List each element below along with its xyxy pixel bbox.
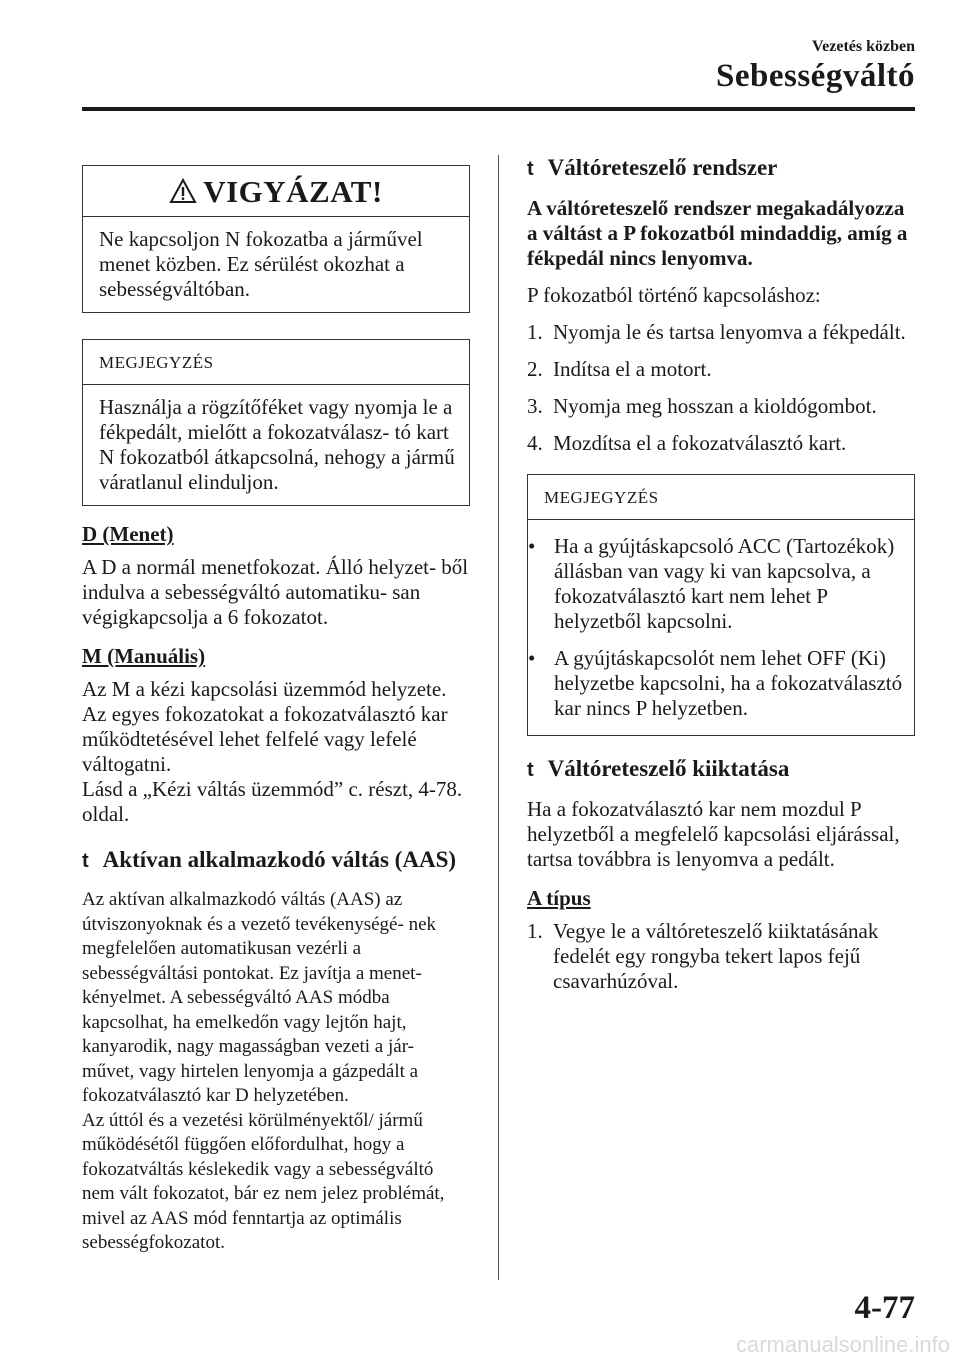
right-column bbox=[527, 155, 915, 994]
note-title-2: MEGJEGYZÉS bbox=[528, 475, 914, 520]
m-text-1: Az M a kézi kapcsolási üzemmód helyzete. bbox=[82, 677, 447, 701]
lock-step: 1. Nyomja le és tartsa lenyomva a fékpedált. bbox=[527, 320, 906, 344]
m-text-3: Lásd a „Kézi váltás üzemmód” c. részt, 4-78. oldal. bbox=[82, 777, 463, 826]
note-box bbox=[82, 339, 470, 506]
note-title: MEGJEGYZÉS bbox=[83, 340, 469, 385]
d-heading: D (Menet) bbox=[82, 522, 174, 546]
column-divider bbox=[498, 155, 499, 1280]
type-heading: A típus bbox=[527, 886, 591, 910]
note-bullets bbox=[528, 520, 914, 735]
m-text-2: Az egyes fokozatokat a fokozatválasztó kar működtetésével lehet felfelé vagy lefelé váltogatni. bbox=[82, 702, 448, 776]
aas-body bbox=[82, 888, 470, 1256]
override-bullet: t bbox=[527, 759, 534, 781]
warning-text: Ne kapcsoljon N fokozatba a járművel menet közben. Ez sérülést okozhat a sebességváltóban. bbox=[99, 227, 423, 301]
note-text: Használja a rögzítőféket vagy nyomja le a fékpedált, mielőtt a fokozatválasz- tó kart N fokozatból átkapcsolná, nehogy a jármű váratlanul elinduljon. bbox=[99, 395, 455, 494]
override-heading-text: Váltóreteszelő kiiktatása bbox=[547, 756, 790, 781]
lock-steps bbox=[527, 320, 915, 456]
page-number: 4-77 bbox=[854, 1290, 915, 1326]
aas-text-2: Az úttól és a vezetési körülményektől/ jármű működésétől függően előfordulhat, hogy a fokozatváltás késlekedik vagy a sebességváltó nem vált fokozatot, bár ez nem jelez problémát, mivel az AAS mód fenntartja az optimális sebességfokozatot. bbox=[82, 1109, 445, 1253]
warning-box bbox=[82, 165, 470, 313]
left-column bbox=[82, 165, 470, 1256]
watermark: carmanualsonline.info bbox=[735, 1332, 950, 1357]
note-box-2 bbox=[527, 474, 915, 736]
warning-title: VIGYÁZAT! bbox=[203, 173, 383, 209]
aas-text-1: Az aktívan alkalmazkodó váltás (AAS) az útviszonyoknak és a vezető tevékenységé- nek megfelelően automatikusan vezérli a sebességváltási pontokat. Ez javítja a menet- kényelmet. A sebességváltó AAS módba kapcsolhat, ha emelkedőn vagy lejtőn hajt, kanyarodik, nagy magasságban vezeti a jár- művet, vagy hirtelen lenyomja a gázpedált a fokozatválasztó kar D helyzetében. bbox=[82, 889, 437, 1106]
aas-bullet: t bbox=[82, 850, 89, 872]
lock-step: 4. Mozdítsa el a fokozatválasztó kart. bbox=[527, 431, 847, 455]
aas-heading-text: Aktívan alkalmazkodó váltás (AAS) bbox=[102, 847, 457, 872]
type-step: 1. Vegye le a váltóreteszelő kiiktatásának fedelét egy rongyba tekert lapos fejű csavarhúzóval. bbox=[527, 919, 879, 993]
override-heading bbox=[527, 756, 915, 783]
m-heading: M (Manuális) bbox=[82, 644, 206, 668]
section-kicker: Vezetés közben bbox=[812, 38, 915, 55]
note-bullet-item: • A gyújtáskapcsolót nem lehet OFF (Ki) helyzetbe kapcsolni, ha a fokozatválasztó kar nincs P helyzetben. bbox=[528, 646, 903, 720]
note-bullet-item: • Ha a gyújtáskapcsoló ACC (Tartozékok) állásban van vagy ki van kapcsolva, a fokozatválasztó kart nem lehet P helyzetből kapcsolni. bbox=[528, 534, 895, 633]
warning-header bbox=[83, 166, 469, 217]
override-text: Ha a fokozatválasztó kar nem mozdul P helyzetből a megfelelő kapcsolási eljárással, tartsa továbbra is lenyomva a pedált. bbox=[527, 797, 900, 871]
lock-heading-text: Váltóreteszelő rendszer bbox=[547, 155, 778, 180]
lock-sub: P fokozatból történő kapcsoláshoz: bbox=[527, 283, 821, 307]
lock-bullet: t bbox=[527, 158, 534, 180]
lock-step: 2. Indítsa el a motort. bbox=[527, 357, 712, 381]
lock-intro: A váltóreteszelő rendszer megakadályozza a váltást a P fokozatból mindaddig, amíg a fékpedál nincs lenyomva. bbox=[527, 196, 908, 270]
header-rule bbox=[82, 107, 915, 111]
aas-heading bbox=[82, 847, 470, 874]
lock-heading bbox=[527, 155, 915, 182]
d-text: A D a normál menetfokozat. Álló helyzet- ből indulva a sebességváltó automatiku- san végigkapcsolja a 6 fokozatot. bbox=[82, 555, 469, 629]
warning-triangle-icon bbox=[169, 178, 197, 204]
type-steps bbox=[527, 919, 915, 994]
lock-step: 3. Nyomja meg hosszan a kioldógombot. bbox=[527, 394, 877, 418]
section-title: Sebességváltó bbox=[716, 58, 915, 94]
